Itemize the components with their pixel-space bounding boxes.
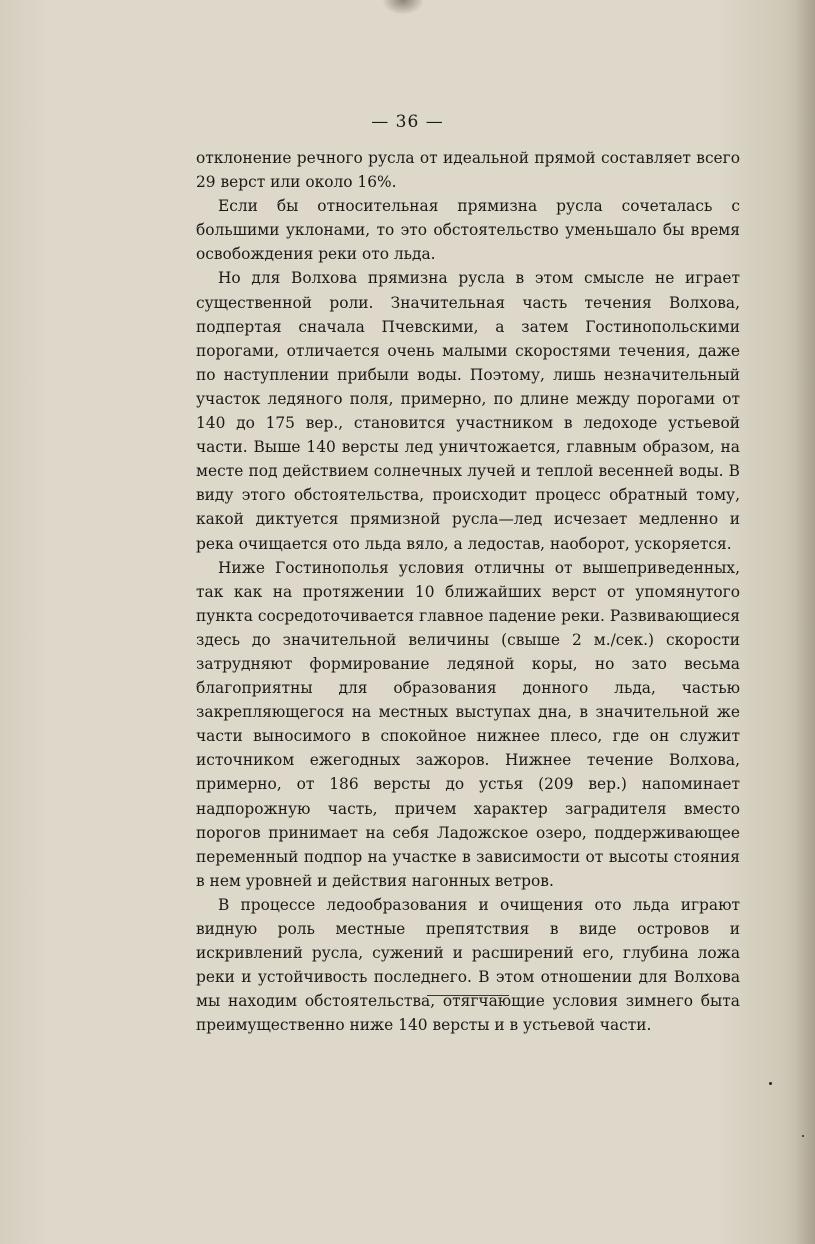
paragraph: Но для Волхова прямизна русла в этом смысле не играет существенной роли. Значительная часть течения Волхова, подпертая сначала Пчевскими, а затем Гостинопольскими порогами, отличается очень малыми скоростями течения, даже по наступлении прибыли воды. Поэтому, лишь незначительный участок ледяного поля, примерно, по длине между порогами от 140 до 175 вер., становится участником в ледоходе устьевой части. Выше 140 версты лед уничтожается, главным образом, на месте под действием солнечных лучей и теплой весенней воды. В виду этого обстоятельства, происходит процесс обратный тому, какой диктуется прямизной русла—лед исчезает медленно и река очищается ото льда вяло, а ледостав, наоборот, ускоряется.	[196, 269, 740, 553]
section-end-rule	[427, 995, 509, 996]
page-edge-shadow	[795, 0, 815, 1244]
body-text	[196, 146, 740, 1037]
paragraph: В процессе ледообразования и очищения ото льда играют видную роль местные препятствия в виде островов и искривлений русла, сужений и расширений его, глубина ложа реки и устойчивость последнего. В этом отношении для Волхова мы находим обстоятельства, отягчающие условия зимнего быта преимущественно ниже 140 версты и в устьевой части.	[196, 895, 740, 1035]
paragraph: Ниже Гостинополья условия отличны от вышеприведенных, так как на протяжении 10 ближайших верст от упомянутого пункта сосредоточивается главное падение реки. Развивающиеся здесь до значительной величины (свыше 2 м./сек.) скорости затрудняют формирование ледяной коры, но зато весьма благоприятны для образования донного льда, частью закрепляющегося на местных выступах дна, в значительной же части выносимого в спокойное нижнее плесо, где он служит источником ежегодных зажоров. Нижнее течение Волхова, примерно, от 186 версты до устья (209 вер.) напоминает надпорожную часть, причем характер заградителя вместо порогов принимает на себя Ладожское озеро, поддерживающее переменный подпор на участке в зависимости от высоты стояния в нем уровней и действия нагонных ветров.	[196, 558, 740, 890]
paper-speck	[769, 1082, 772, 1085]
paper-speck	[802, 1135, 804, 1137]
paragraph: отклонение речного русла от идеальной прямой составляет всего 29 верст или около 16%.	[196, 149, 740, 192]
paragraph: Если бы относительная прямизна русла сочеталась с большими уклонами, то это обстоятельство уменьшало бы время освобождения реки ото льда.	[196, 197, 740, 264]
page-number: — 36 —	[371, 112, 444, 132]
binding-mark	[383, 0, 423, 14]
